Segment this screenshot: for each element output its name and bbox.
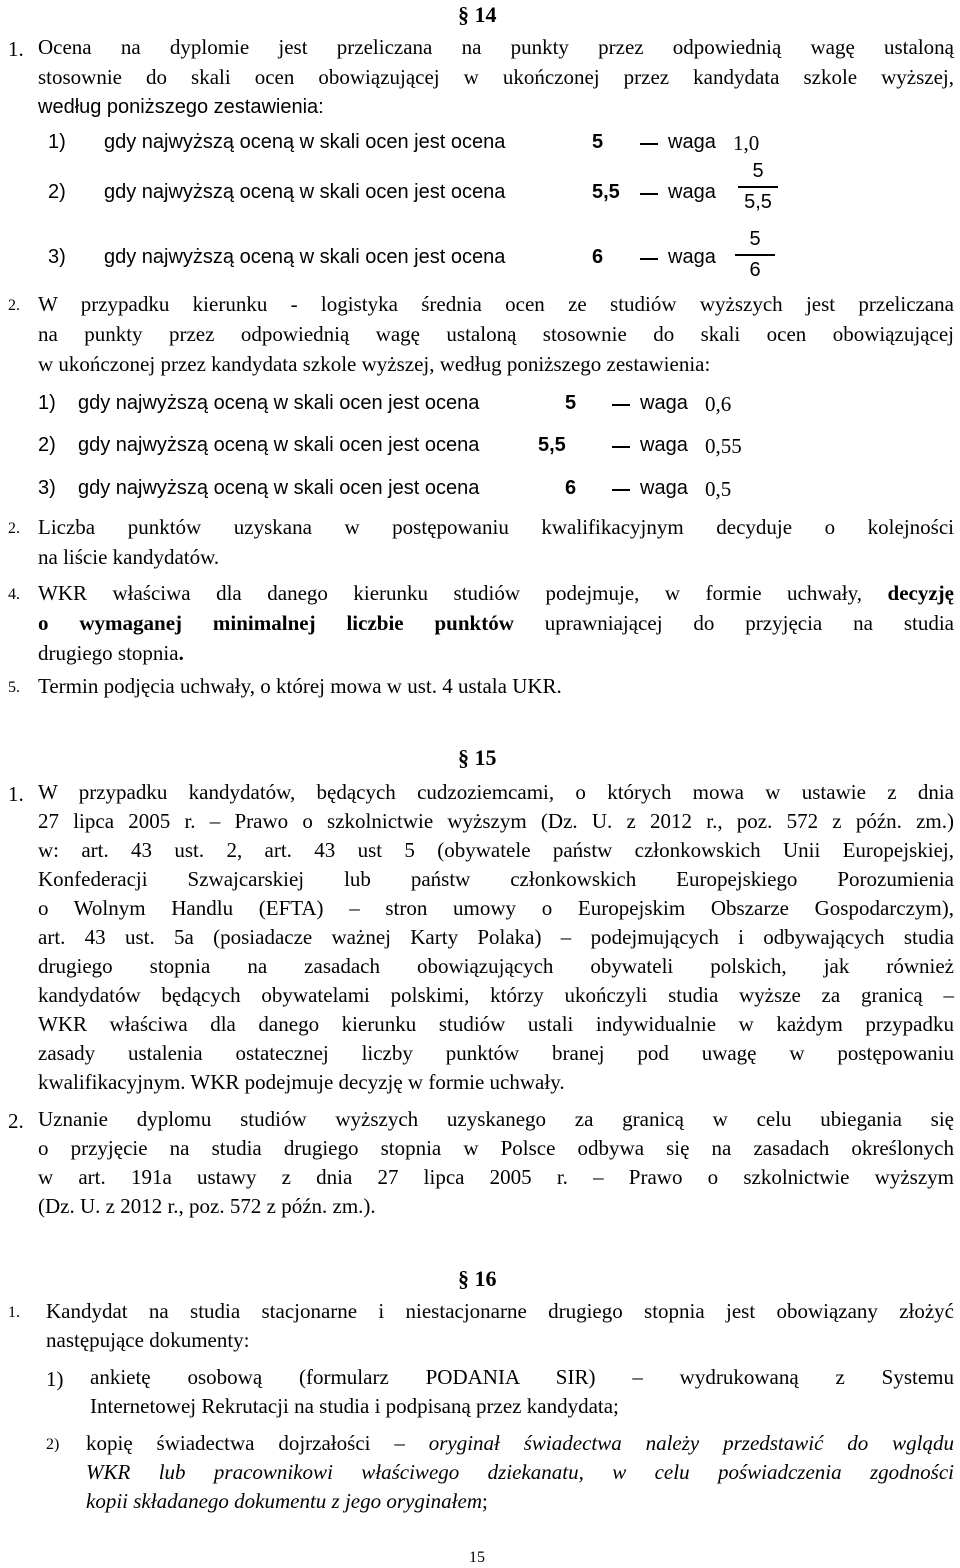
item-grade: 5 [565,392,577,414]
item-waga: waga [640,477,688,499]
paragraph-line: kwalifikacyjnym. WKR podejmuje decyzję w formie uchwały. [38,1070,565,1094]
paragraph-line: zasady ustalenia ostatecznej liczby punktów branej pod uwagę w postępowaniu [38,1041,954,1065]
paragraph-line: art. 43 ust. 5a (posiadacze ważnej Karty Polaka) – podejmujących i odbywających studia [38,925,954,949]
paragraph-line: Ocena na dyplomie jest przeliczana na punkty przez odpowiednią wagę ustaloną [38,35,954,59]
item-grade: 6 [592,246,604,268]
item-grade: 5,5 [592,181,620,203]
text-run: ; [482,1489,488,1513]
paragraph-line: w ukończonej przez kandydata szkole wyższej, według poniższego zestawienia: [38,352,711,376]
paragraph-line: w: art. 43 ust. 2, art. 43 ust 5 (obywatele państw członkowskich Unii Europejskiej, [38,838,954,862]
text-run: kopię świadectwa dojrzałości – [86,1431,429,1455]
paragraph-line: 27 lipca 2005 r. – Prawo o szkolnictwie wyższym (Dz. U. z 2012 r., poz. 572 z późn. zm.) [38,809,954,833]
item-number: 3) [48,246,66,268]
paragraph-line: następujące dokumenty: [46,1328,250,1352]
item-line [86,1491,488,1512]
page-number: 15 [469,1549,485,1566]
item-text: gdy najwyższą oceną w skali ocen jest ocena [104,246,506,268]
item-text: gdy najwyższą oceną w skali ocen jest ocena [104,131,506,153]
item-value: 0,6 [705,392,732,416]
item-text: gdy najwyższą oceną w skali ocen jest ocena [78,434,480,456]
paragraph-number: 4. [8,586,20,603]
bold-text-run: o wymaganej minimalnej liczbie punktów [38,611,514,635]
paragraph-number: 1. [8,782,24,806]
fraction-denominator: 6 [749,258,761,281]
item-grade: 6 [565,477,577,499]
paragraph-line: stosownie do skali ocen obowiązującej w ukończonej przez kandydata szkole wyższej, [38,65,954,89]
text-run: uprawniającej do przyjęcia na studia [513,611,954,635]
paragraph-line [38,583,954,604]
dash [640,193,658,195]
dash [640,143,658,145]
dash [612,446,630,448]
item-waga: waga [640,392,688,414]
paragraph-line: WKR właściwa dla danego kierunku studiów ustali indywidualnie w każdym przypadku [38,1012,954,1036]
item-text: gdy najwyższą oceną w skali ocen jest ocena [78,477,480,499]
paragraph-line [38,613,954,634]
item-value: 0,5 [705,477,732,501]
item-waga: waga [668,181,716,203]
bold-text-run: decyzję [887,581,954,605]
item-value: 1,0 [733,131,760,155]
paragraph-line: kandydatów będących obywatelami polskimi, którzy ukończyli studia wyższe za granicą – [38,983,954,1007]
weight-fraction [738,160,778,214]
fraction-denominator: 5,5 [744,190,772,213]
item-number: 1) [38,392,56,414]
italic-text-run: oryginał świadectwa należy przedstawić do wglądu [428,1431,955,1455]
fraction-numerator: 5 [752,160,764,182]
paragraph-number: 2. [8,520,20,537]
paragraph-line: o Wolnym Handlu (EFTA) – stron umowy o Europejskim Obszarze Gospodarczym), [38,896,954,920]
dash [612,489,630,491]
paragraph-number: 2. [8,297,20,314]
item-number: 2) [46,1436,60,1453]
paragraph-line: Uznanie dyplomu studiów wyższych uzyskanego za granicą w celu ubiegania się [38,1107,954,1131]
text-run: WKR właściwa dla danego kierunku studiów podejmuje, w formie uchwały, [38,581,888,605]
paragraph-line: (Dz. U. z 2012 r., poz. 572 z późn. zm.). [38,1194,376,1218]
section-14-heading: § 14 [458,2,497,27]
item-line: ankietę osobową (formularz PODANIA SIR) – wydrukowaną z Systemu [90,1365,954,1389]
paragraph-number: 1. [8,37,24,61]
paragraph-line: W przypadku kierunku - logistyka średnia ocen ze studiów wyższych jest przeliczana [38,292,954,316]
item-value: 0,55 [705,434,742,458]
paragraph-line: na punkty przez odpowiednią wagę ustaloną stosownie do skali ocen obowiązującej [38,322,954,346]
item-waga: waga [668,246,716,268]
item-number: 3) [38,477,56,499]
fraction-bar [738,186,778,188]
section-15-heading: § 15 [458,745,497,770]
item-text: gdy najwyższą oceną w skali ocen jest ocena [104,181,506,203]
item-number: 2) [48,181,66,203]
italic-text-run: kopii składanego dokumentu z jego oryginałem [86,1489,483,1513]
paragraph-number: 1. [8,1304,20,1321]
text-run: drugiego stopnia [38,641,179,665]
paragraph-line: w art. 191a ustawy z dnia 27 lipca 2005 r. – Prawo o szkolnictwie wyższym [38,1165,954,1189]
paragraph-number: 2. [8,1109,24,1133]
item-text: gdy najwyższą oceną w skali ocen jest ocena [78,392,480,414]
item-waga: waga [668,131,716,153]
dash [640,258,658,260]
item-line [86,1433,954,1454]
item-line: Internetowej Rekrutacji na studia i podpisaną przez kandydata; [90,1394,619,1418]
item-waga: waga [640,434,688,456]
paragraph-line: W przypadku kandydatów, będących cudzoziemcami, o których mowa w ustawie z dnia [38,780,954,804]
item-grade: 5 [592,131,604,153]
fraction-numerator: 5 [749,228,761,250]
bold-text-run: . [178,641,184,665]
paragraph-line: Kandydat na studia stacjonarne i niestacjonarne drugiego stopnia jest obowiązany złożyć [46,1299,954,1323]
paragraph-line: na liście kandydatów. [38,545,220,569]
section-16-heading: § 16 [458,1266,497,1291]
paragraph-line: o przyjęcie na studia drugiego stopnia w Polsce odbywa się na zasadach określonych [38,1136,954,1160]
item-line: WKR lub pracownikowi właściwego dziekanatu, w celu poświadczenia zgodności [86,1460,954,1484]
paragraph-line: Konfederacji Szwajcarskiej lub państw członkowskich Europejskiego Porozumienia [38,867,954,891]
paragraph-line [38,643,184,664]
paragraph-number: 5. [8,679,20,696]
paragraph-line: Liczba punktów uzyskana w postępowaniu kwalifikacyjnym decyduje o kolejności [38,515,954,539]
item-number: 1) [46,1367,64,1391]
paragraph-line: drugiego stopnia na zasadach obowiązujących obywateli polskich, jak również [38,954,954,978]
item-number: 2) [38,434,56,456]
item-number: 1) [48,131,66,153]
fraction-bar [735,254,775,256]
item-grade: 5,5 [538,434,566,456]
weight-fraction [735,228,775,282]
dash [612,404,630,406]
paragraph-line: według poniższego zestawienia: [38,96,324,118]
paragraph-line: Termin podjęcia uchwały, o której mowa w ust. 4 ustala UKR. [38,674,562,698]
